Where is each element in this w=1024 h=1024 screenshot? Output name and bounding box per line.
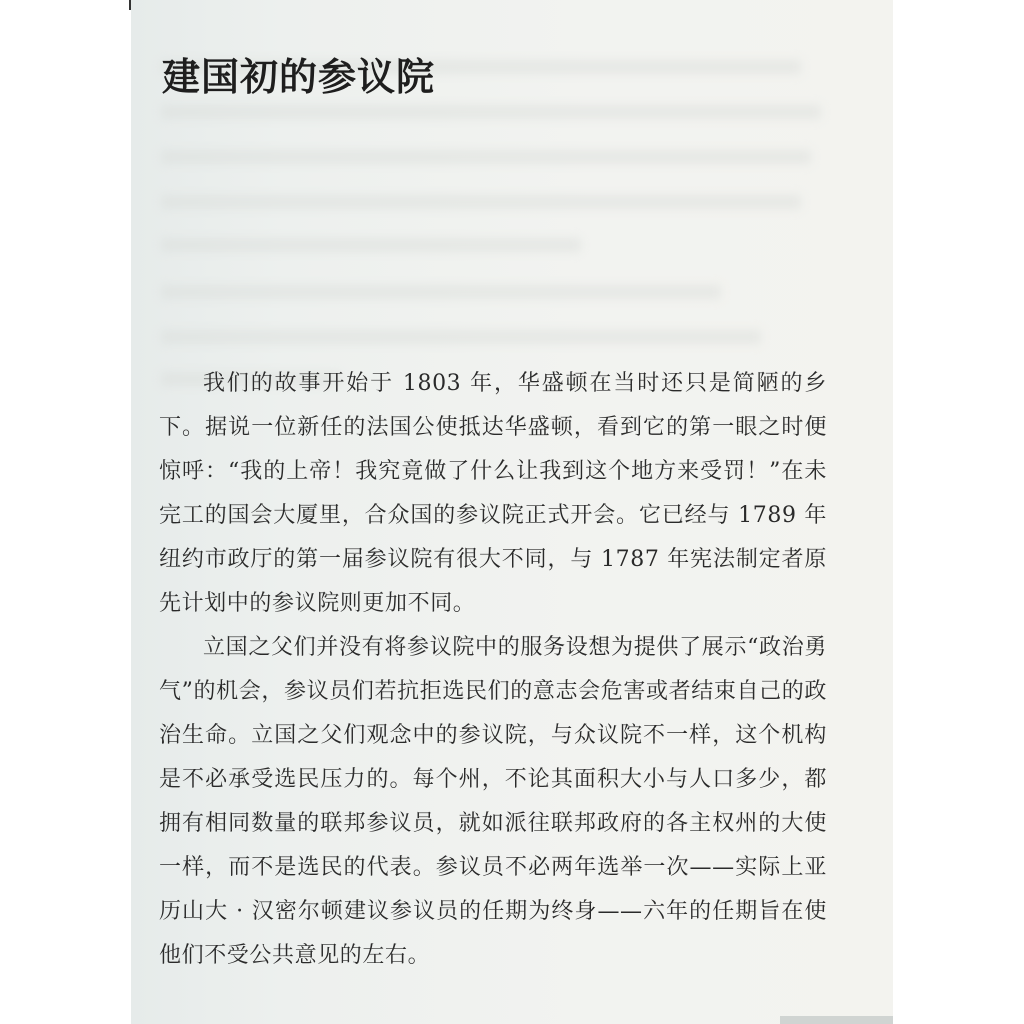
paragraph-2: 立国之父们并没有将参议院中的服务设想为提供了展示“政治勇气”的机会，参议员们若抗拒选民们的意志会危害或者结束自己的政治生命。立国之父们观念中的参议院，与众议院不一样，这个机构是不必承受选民压力的。每个州，不论其面积大小与人口多少，都拥有相同数量的联邦参议员，就如派往联邦政府的各主权州的大使一样，而不是选民的代表。参议员不必两年选举一次——实际上亚历山大 · 汉密尔顿建议参议员的任期为终身——六年的任期旨在使他们不受公共意见的左右。 (159, 635, 827, 968)
page-corner-shadow (780, 1016, 893, 1024)
paragraph-1: 我们的故事开始于 1803 年，华盛顿在当时还只是简陋的乡下。据说一位新任的法国公使抵达华盛顿，看到它的第一眼之时便惊呼：“我的上帝！我究竟做了什么让我到这个地方来受罚！”在未完工的国会大厦里，合众国的参议院正式开会。它已经与 1789 年纽约市政厅的第一届参议院有很大不同，与 1787 年宪法制定者原先计划中的参议院则更加不同。 (159, 371, 827, 616)
chapter-title: 建国初的参议院 (162, 54, 436, 99)
body-text (159, 362, 827, 978)
book-page (131, 0, 893, 1024)
